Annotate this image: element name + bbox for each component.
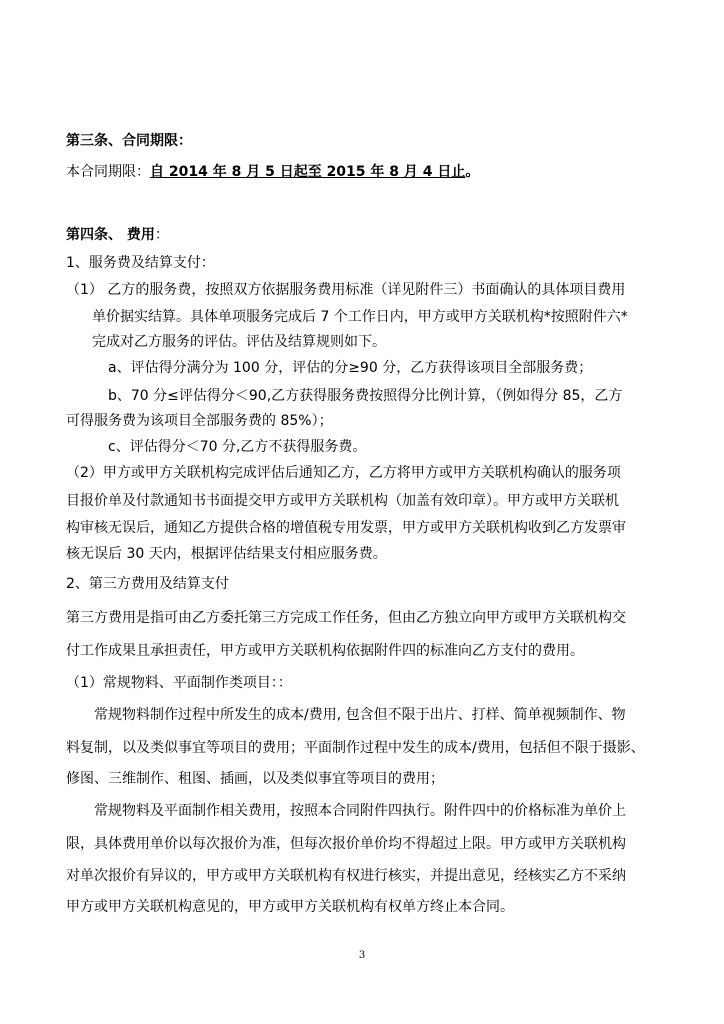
section1-title: 1、服务费及结算支付： [66, 255, 215, 271]
section2-para3-line4: 甲方或甲方关联机构意见的，甲方或甲方关联机构有权单方终止本合同。 [66, 899, 514, 915]
article3-heading: 第三条、合同期限： [66, 133, 192, 149]
section1-para2-line2: 目报价单及付款通知书书面提交甲方或甲方关联机构（加盖有效印章）。甲方或甲方关联机 [66, 493, 619, 509]
section2-subtitle1: （1）常规物料、平面制作类项目：： [66, 675, 292, 691]
contract-term-value: 自 2014 年 8 月 5 日起至 2015 年 8 月 4 日止 [150, 164, 466, 180]
page-number: 3 [358, 950, 366, 961]
article4-heading [66, 226, 169, 244]
section1-para2-line1: （2）甲方或甲方关联机构完成评估后通知乙方，乙方将甲方或甲方关联机构确认的服务项 [66, 465, 621, 481]
rule-b-line1: b、70 分≤评估得分＜90,乙方获得服务费按照得分比例计算，（例如得分 85，乙方 [108, 388, 623, 404]
section1-para1-line2: 单价据实结算。具体单项服务完成后 7 个工作日内，甲方或甲方关联机构*按照附件六* [92, 309, 628, 325]
section2-para2-line1: 常规物料制作过程中所发生的成本/费用, 包含但不限于出片、打样、简单视频制作、物 [94, 707, 626, 723]
section1-para1-line3: 完成对乙方服务的评估。评估及结算规则如下。 [92, 334, 386, 350]
contract-term-label: 本合同期限： [66, 164, 150, 180]
article4-heading-text: 第四条、 费用 [66, 227, 155, 243]
section2-para2-line3: 修图、三维制作、租图、插画，以及类似事宜等项目的费用； [66, 771, 444, 787]
rule-a: a、评估得分满分为 100 分，评估的分≥90 分，乙方获得该项目全部服务费； [108, 360, 593, 376]
section2-title: 2、第三方费用及结算支付 [66, 576, 229, 592]
contract-term-line [66, 163, 479, 181]
section1-para2-line3: 构审核无误后，通知乙方提供合格的增值税专用发票，甲方或甲方关联机构收到乙方发票审 [66, 520, 626, 536]
section2-para3-line1: 常规物料及平面制作相关费用，按照本合同附件四执行。附件四中的价格标准为单价上 [94, 803, 626, 819]
rule-b-line2: 可得服务费为该项目全部服务费的 85%）； [66, 413, 333, 429]
section2-para1-line1: 第三方费用是指可由乙方委托第三方完成工作任务，但由乙方独立向甲方或甲方关联机构交 [66, 610, 626, 626]
contract-term-end: 。 [465, 164, 480, 180]
section2-para3-line2: 限，具体费用单价以每次报价为准，但每次报价单价均不得超过上限。甲方或甲方关联机构 [66, 836, 626, 852]
section1-para2-line4: 核无误后 30 天内，根据评估结果支付相应服务费。 [66, 546, 387, 562]
rule-c: c、评估得分＜70 分,乙方不获得服务费。 [108, 439, 367, 455]
section2-para2-line2: 料复制，以及类似事宜等项目的费用；平面制作过程中发生的成本/费用，包括但不限于摄影、 [66, 740, 645, 756]
section1-para1-line1: （1） 乙方的服务费，按照双方依据服务费用标准（详见附件三）书面确认的具体项目费用 [66, 282, 626, 298]
section2-para3-line3: 对单次报价有异议的，甲方或甲方关联机构有权进行核实，并提出意见，经核实乙方不采纳 [66, 868, 626, 884]
article4-heading-colon: ： [154, 227, 169, 243]
section2-para1-line2: 付工作成果且承担责任，甲方或甲方关联机构依据附件四的标准向乙方支付的费用。 [66, 643, 584, 659]
